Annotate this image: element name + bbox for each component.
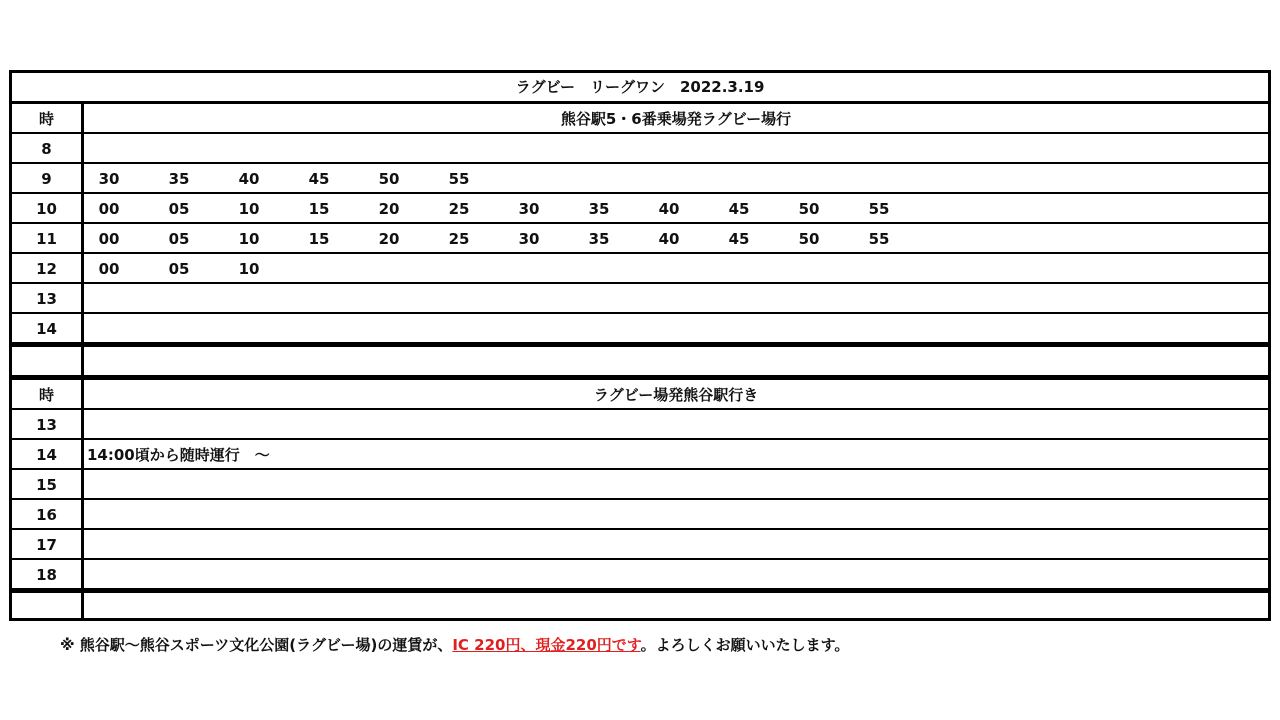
minute-cell: 50 [378, 170, 400, 188]
minute-cell: 35 [588, 200, 610, 218]
minute-cell: 45 [728, 230, 750, 248]
minute-cell: 25 [448, 200, 470, 218]
hour-cell: 13 [36, 416, 57, 434]
minute-cell: 50 [798, 200, 820, 218]
minute-cell: 05 [168, 230, 190, 248]
minute-cell: 05 [168, 260, 190, 278]
minute-cell: 40 [238, 170, 260, 188]
hour-cell: 11 [36, 230, 57, 248]
minute-cell: 10 [238, 260, 260, 278]
minute-cell: 00 [98, 230, 120, 248]
minute-cell: 00 [98, 200, 120, 218]
minute-cell: 55 [448, 170, 470, 188]
hour-cell: 17 [36, 536, 57, 554]
hour-cell: 15 [36, 476, 57, 494]
row-divider [12, 408, 1268, 410]
hour-column-divider [81, 104, 84, 380]
hour-cell: 16 [36, 506, 57, 524]
minute-cell: 15 [308, 230, 330, 248]
minute-cell: 00 [98, 260, 120, 278]
row-divider [12, 528, 1268, 530]
row-divider [12, 498, 1268, 500]
section-divider [12, 342, 1268, 347]
fare-note-prefix: ※ 熊谷駅～熊谷スポーツ文化公園(ラグビー場)の運賃が、 [60, 636, 453, 654]
row-divider [12, 132, 1268, 134]
minute-cell: 35 [588, 230, 610, 248]
hour-cell: 14 [36, 446, 57, 464]
minute-cell: 15 [308, 200, 330, 218]
hour-cell: 9 [41, 170, 52, 188]
minute-cell: 05 [168, 200, 190, 218]
minute-cell: 40 [658, 200, 680, 218]
minute-cell: 30 [518, 200, 540, 218]
row-divider [12, 558, 1268, 560]
row-divider [12, 162, 1268, 164]
hour-header: 時 [38, 386, 54, 404]
timetable-sheet [9, 70, 1271, 621]
hour-cell: 10 [36, 200, 57, 218]
minute-cell: 55 [868, 230, 890, 248]
row-divider [12, 222, 1268, 224]
minute-cell: 50 [798, 230, 820, 248]
hour-column-divider [81, 380, 84, 618]
row-divider [12, 282, 1268, 284]
hour-cell: 12 [36, 260, 57, 278]
minute-cell: 10 [238, 230, 260, 248]
minute-cell: 30 [518, 230, 540, 248]
minute-cell: 25 [448, 230, 470, 248]
hour-cell: 8 [41, 140, 52, 158]
row-divider [12, 192, 1268, 194]
hour-cell: 13 [36, 290, 57, 308]
minute-cell: 20 [378, 230, 400, 248]
row-divider [12, 312, 1268, 314]
fare-note-suffix: 。よろしくお願いいたします。 [640, 636, 850, 654]
minute-cell: 30 [98, 170, 120, 188]
section-divider [12, 588, 1268, 593]
minute-cell: 20 [378, 200, 400, 218]
minute-cell: 40 [658, 230, 680, 248]
fare-note-highlight: IC 220円、現金220円です [452, 636, 641, 654]
page-title: ラグビー リーグワン 2022.3.19 [515, 78, 765, 96]
minute-cell: 45 [728, 200, 750, 218]
outbound-heading: 熊谷駅5・6番乗場発ラグビー場行 [560, 110, 792, 128]
hour-header: 時 [38, 110, 54, 128]
row-divider [12, 252, 1268, 254]
minute-cell: 55 [868, 200, 890, 218]
hour-cell: 18 [36, 566, 57, 584]
minute-cell: 35 [168, 170, 190, 188]
service-note: 14:00頃から随時運行 ～ [87, 446, 270, 464]
fare-note [60, 634, 849, 655]
inbound-heading: ラグビー場発熊谷駅行き [593, 386, 759, 404]
minute-cell: 45 [308, 170, 330, 188]
hour-cell: 14 [36, 320, 57, 338]
row-divider [12, 468, 1268, 470]
minute-cell: 10 [238, 200, 260, 218]
